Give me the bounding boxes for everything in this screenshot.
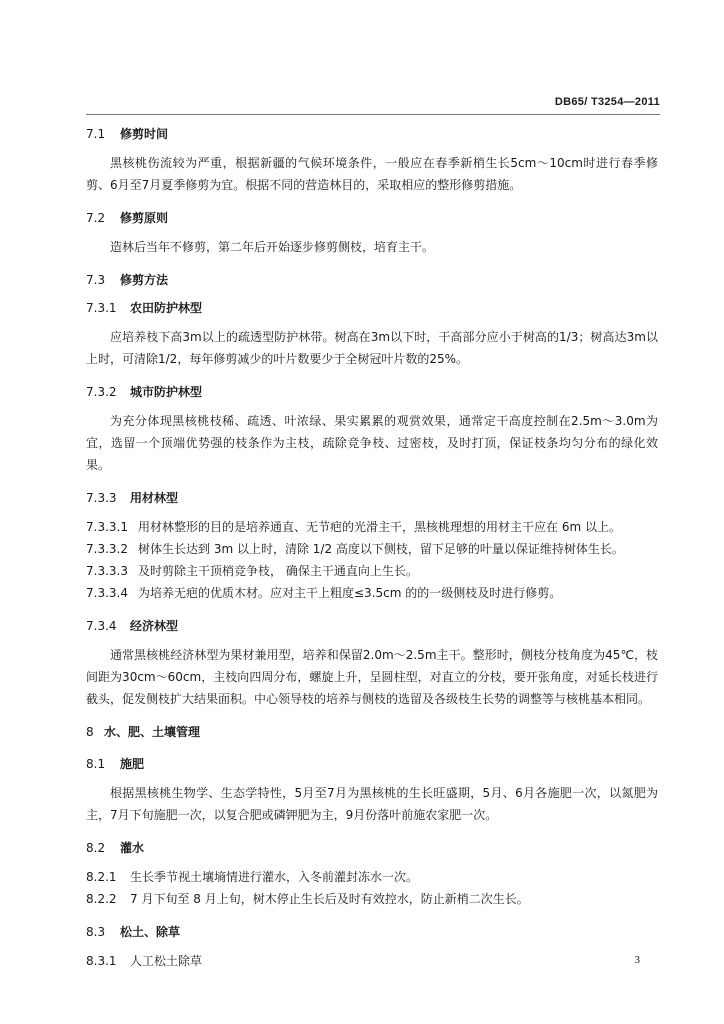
item-number: 7.3.3.2 xyxy=(86,542,128,556)
item-number: 8.3.1 xyxy=(86,954,117,968)
heading-7-3-2 xyxy=(86,382,658,402)
list-item-7-3-3-1 xyxy=(86,516,658,538)
heading-7-1 xyxy=(86,124,658,144)
list-item-7-3-3-4 xyxy=(86,582,658,604)
heading-8-3-1 xyxy=(86,950,658,972)
section-title: 用材林型 xyxy=(130,491,179,505)
item-number: 8.2.1 xyxy=(86,870,117,884)
paragraph-7-3-2: 为充分体现黑核桃枝稀、疏透、叶浓绿、果实累累的观赏效果，通常定干高度控制在2.5m～3.0m为宜，选留一个顶端优势强的枝条作为主枝，疏除竞争枝、过密枝，及时打顶，保证枝条均匀分布的绿化效果。 xyxy=(86,414,658,472)
document-body xyxy=(86,124,658,972)
paragraph-7-3-1: 应培养枝下高3m以上的疏透型防护林带。树高在3m以下时，干高部分应小于树高的1/3；树高达3m以上时，可清除1/2，每年修剪减少的叶片数要少于全树冠叶片数的25%。 xyxy=(86,330,658,366)
chapter-number: 8 xyxy=(86,725,94,739)
item-text: 树体生长达到 3m 以上时，清除 1/2 高度以下侧枝，留下足够的叶量以保证维持树体生长。 xyxy=(138,542,624,556)
page-number: 3 xyxy=(634,954,640,966)
item-text: 及时剪除主干顶梢竞争枝， 确保主干通直向上生长。 xyxy=(138,564,418,578)
section-number: 7.1 xyxy=(86,127,106,141)
heading-8-3 xyxy=(86,922,658,942)
section-title: 修剪原则 xyxy=(120,211,169,225)
item-number: 7.3.3.3 xyxy=(86,564,128,578)
section-number: 7.3.2 xyxy=(86,385,117,399)
section-title: 经济林型 xyxy=(130,619,179,633)
section-title: 修剪时间 xyxy=(120,127,169,141)
document-code: DB65/ T3254—2011 xyxy=(554,96,660,108)
section-title: 农田防护林型 xyxy=(130,301,203,315)
item-number: 8.2.2 xyxy=(86,892,117,906)
item-text: 为培养无疤的优质木材。应对主干上粗度≤3.5cm 的的一级侧枝及时进行修剪。 xyxy=(138,586,562,600)
paragraph-7-1: 黑核桃伤流较为严重，根据新疆的气候环境条件，一般应在春季新梢生长5cm～10cm时进行春季修剪、6月至7月夏季修剪为宜。根据不同的营造林目的，采取相应的整形修剪措施。 xyxy=(86,156,658,192)
section-title: 城市防护林型 xyxy=(130,385,203,399)
section-title: 松土、除草 xyxy=(120,925,181,939)
heading-7-2 xyxy=(86,208,658,228)
section-number: 8.1 xyxy=(86,757,106,771)
heading-7-3 xyxy=(86,270,658,290)
item-number: 7.3.3.1 xyxy=(86,520,128,534)
paragraph-8-1: 根据黑核桃生物学、生态学特性，5月至7月为黑核桃的生长旺盛期，5月、6月各施肥一次，以氮肥为主，7月下旬施肥一次，以复合肥或磷钾肥为主，9月份落叶前施农家肥一次。 xyxy=(86,786,658,822)
section-number: 8.2 xyxy=(86,841,106,855)
section-title: 修剪方法 xyxy=(120,273,169,287)
section-number: 7.3.4 xyxy=(86,619,117,633)
item-number: 7.3.3.4 xyxy=(86,586,128,600)
paragraph-7-2: 造林后当年不修剪，第二年后开始逐步修剪侧枝，培育主干。 xyxy=(110,240,435,254)
heading-8-1 xyxy=(86,754,658,774)
heading-7-3-1 xyxy=(86,298,658,318)
item-text: 7 月下旬至 8 月上旬，树木停止生长后及时有效控水，防止新梢二次生长。 xyxy=(130,892,529,906)
list-item-8-2-2 xyxy=(86,888,658,910)
section-number: 7.3 xyxy=(86,273,106,287)
header-divider xyxy=(86,114,660,115)
item-text: 人工松土除草 xyxy=(130,954,203,968)
list-item-7-3-3-2 xyxy=(86,538,658,560)
section-number: 8.3 xyxy=(86,925,106,939)
paragraph-7-3-4: 通常黑核桃经济林型为果材兼用型，培养和保留2.0m～2.5m主干。整形时，侧枝分枝角度为45℃，枝间距为30cm～60cm，主枝向四周分布，螺旋上升，呈圆柱型，对直立的分枝，要开张角度，对延长枝进行截头，促发侧枝扩大结果面积。中心领导枝的培养与侧枝的选留及各级枝生长势的调整等与核桃基本相同。 xyxy=(86,648,658,706)
section-title: 施肥 xyxy=(120,757,145,771)
section-number: 7.3.3 xyxy=(86,491,117,505)
item-text: 生长季节视土壤墒情进行灌水，入冬前灌封冻水一次。 xyxy=(130,870,419,884)
heading-8 xyxy=(86,722,658,742)
heading-7-3-3 xyxy=(86,488,658,508)
list-item-8-2-1 xyxy=(86,866,658,888)
section-number: 7.3.1 xyxy=(86,301,117,315)
section-number: 7.2 xyxy=(86,211,106,225)
section-title: 灌水 xyxy=(120,841,145,855)
chapter-title: 水、肥、土壤管理 xyxy=(104,725,201,739)
item-text: 用材林整形的目的是培养通直、无节疤的光滑主干，黑核桃理想的用材主干应在 6m 以上。 xyxy=(138,520,621,534)
heading-7-3-4 xyxy=(86,616,658,636)
list-item-7-3-3-3 xyxy=(86,560,658,582)
heading-8-2 xyxy=(86,838,658,858)
